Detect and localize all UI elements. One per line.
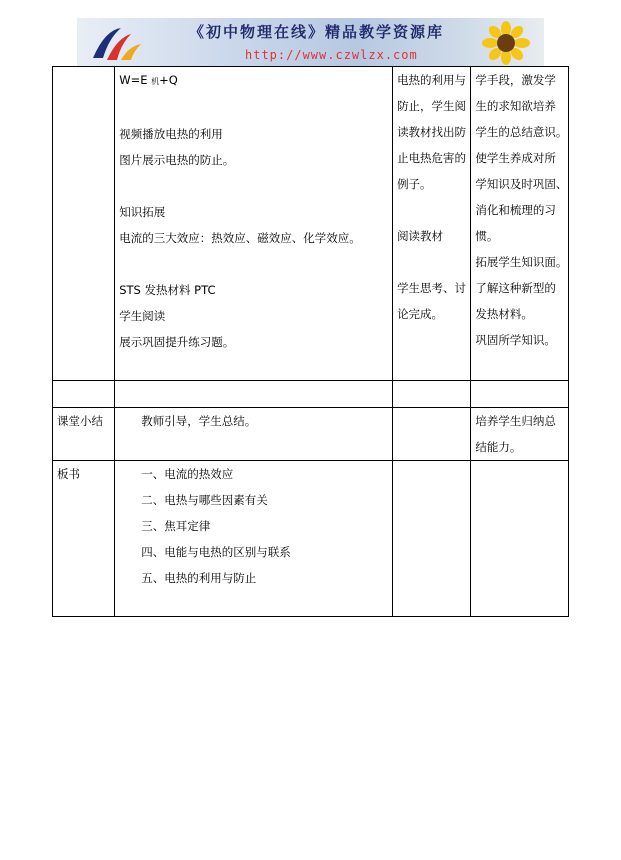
text-line: 阅读教材: [397, 229, 444, 243]
table-row: [53, 381, 569, 408]
table-cell: [393, 381, 471, 408]
header-banner: [77, 18, 544, 66]
text-line: 视频播放电热的利用: [119, 127, 223, 141]
text-line: [397, 249, 466, 275]
text-line: 惯。: [475, 229, 499, 243]
text-line: 例子。: [397, 177, 432, 191]
board-content-cell: [115, 461, 393, 617]
table-cell: [115, 381, 393, 408]
text-line: 学手段，激发学: [475, 73, 556, 87]
board-label: 板书: [53, 461, 115, 617]
text-line: 培养学生归纳总: [475, 414, 556, 428]
banner-url[interactable]: http://www.czwlzx.com: [245, 48, 418, 62]
text-line: 巩固所学知识。: [475, 333, 556, 347]
sunflower-icon: [478, 21, 534, 65]
table-cell: [393, 461, 471, 617]
text-line: 生的求知欲培养: [475, 99, 556, 113]
board-item: 五、电热的利用与防止: [141, 571, 257, 585]
table-row: [53, 67, 569, 381]
text-line: 学生的总结意识。: [475, 125, 568, 139]
text-line: 学生思考、讨: [397, 281, 467, 295]
student-activity-cell: [393, 67, 471, 381]
text-line: [119, 95, 388, 121]
design-intent-cell: [471, 67, 569, 381]
text-line: 论完成。: [397, 307, 444, 321]
table-row: [53, 408, 569, 461]
text-line: 防止，学生阅: [397, 99, 467, 113]
text-line: 电热的利用与: [397, 73, 467, 87]
text-line: 展示巩固提升练习题。: [119, 335, 235, 349]
logo-icon: [87, 24, 147, 64]
text-line: 发热材料。: [475, 307, 533, 321]
table-row: [53, 461, 569, 617]
banner-title: 《初中物理在线》精品教学资源库: [189, 23, 445, 41]
text-line: 消化和梳理的习: [475, 203, 556, 217]
board-item: 一、电流的热效应: [141, 467, 234, 481]
text-line: 知识拓展: [119, 205, 166, 219]
text-line: 电流的三大效应：热效应、磁效应、化学效应。: [119, 231, 361, 245]
formula-line: W=E 机+Q: [119, 73, 178, 87]
table-cell: [471, 381, 569, 408]
table-cell: [393, 408, 471, 461]
text-line: 学知识及时巩固、: [475, 177, 568, 191]
table-cell: [53, 381, 115, 408]
text-line: 图片展示电热的防止。: [119, 153, 235, 167]
summary-goal-cell: [471, 408, 569, 461]
lesson-plan-table: [52, 66, 569, 617]
activity-cell: [115, 67, 393, 381]
text-line: 使学生养成对所: [475, 151, 556, 165]
summary-label: 课堂小结: [53, 408, 115, 461]
table-cell: [471, 461, 569, 617]
text-line: STS 发热材料 PTC: [119, 283, 216, 297]
text-line: 读教材找出防: [397, 125, 467, 139]
text-line: 学生阅读: [119, 309, 166, 323]
text-line: 结能力。: [475, 440, 522, 454]
summary-content-cell: [115, 408, 393, 461]
summary-content: 教师引导，学生总结。: [141, 414, 257, 428]
text-line: [397, 197, 466, 223]
board-item: 四、电能与电热的区别与联系: [141, 545, 291, 559]
board-item: 三、焦耳定律: [141, 519, 211, 533]
text-line: 止电热危害的: [397, 151, 467, 165]
text-line: [119, 173, 388, 199]
board-item: 二、电热与哪些因素有关: [141, 493, 268, 507]
text-line: 了解这种新型的: [475, 281, 556, 295]
table-cell: [53, 67, 115, 381]
text-line: 拓展学生知识面。: [475, 255, 568, 269]
text-line: [119, 251, 388, 277]
